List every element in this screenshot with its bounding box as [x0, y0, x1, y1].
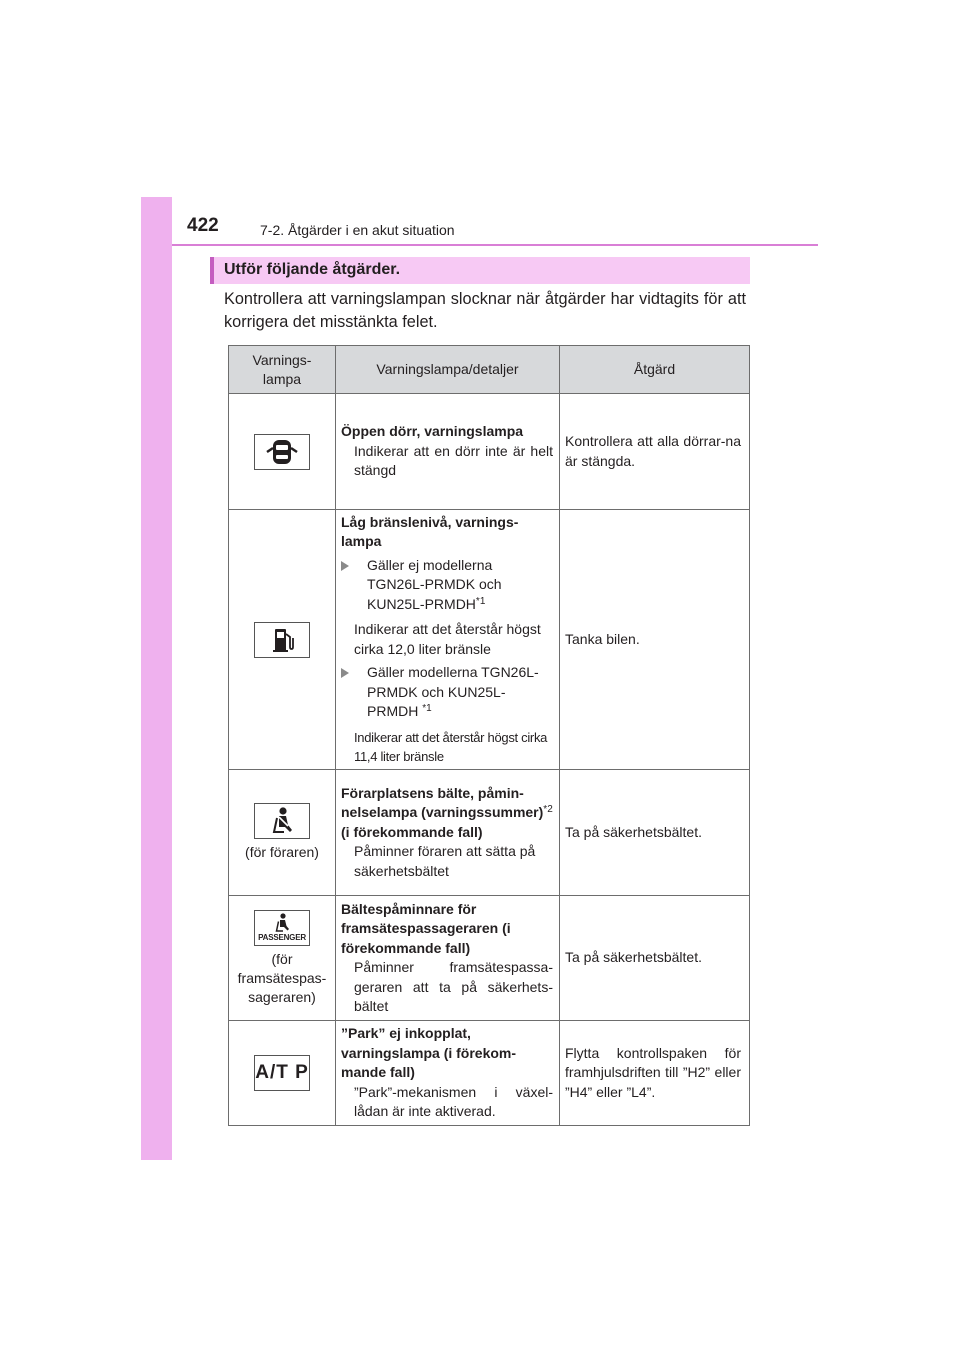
table-row	[229, 770, 750, 896]
row-detail: Indikerar att det återstår högst cirka 11,4 liter bränsle	[354, 729, 548, 764]
header-rule	[172, 244, 818, 246]
triangle-bullet-icon	[341, 561, 349, 571]
seatbelt-driver-icon	[254, 803, 310, 839]
fuel-pump-icon	[254, 622, 310, 658]
header-lamp	[229, 346, 336, 394]
row-detail: Indikerar att en dörr inte är helt stängd	[354, 442, 553, 479]
triangle-bullet-icon	[341, 668, 349, 678]
side-color-band	[141, 197, 172, 1160]
row-detail: Påminner framsätespassa-geraren att ta på säkerhets-bältet	[354, 959, 553, 1014]
row-action: Flytta kontrollspaken för framhjulsdriften till ”H2” eller ”H4” eller ”L4”.	[565, 1044, 741, 1100]
footnote-ref: *2	[543, 804, 553, 816]
condition-text: Gäller modellerna TGN26L-PRMDK och KUN25L-PRMDH	[367, 664, 539, 719]
table-row	[229, 394, 750, 510]
subheading-bar	[210, 257, 750, 284]
door-open-warning-icon	[254, 434, 310, 470]
row-title: Bältespåminnare för framsätespassageraren (i förekommande fall)	[341, 900, 511, 956]
at-park-icon: A/T P	[254, 1055, 310, 1091]
header-details: Varningslampa/detaljer	[336, 346, 560, 394]
row-action: Ta på säkerhetsbältet.	[565, 949, 702, 966]
table-header-row	[229, 346, 750, 394]
icon-label: (för föraren)	[245, 844, 319, 860]
header-lamp-text: Varnings- lampa	[252, 351, 312, 387]
header-action: Åtgärd	[560, 346, 750, 394]
table-row	[229, 1021, 750, 1126]
row-detail: Påminner föraren att sätta på säkerhetsbältet	[354, 843, 536, 879]
row-title: Låg bränslenivå, varnings-lampa	[341, 513, 519, 549]
row-action: Ta på säkerhetsbältet.	[565, 823, 702, 840]
footnote-ref: *1	[475, 595, 486, 607]
footnote-ref: *1	[422, 703, 432, 714]
condition-note	[341, 556, 553, 615]
row-title: ”Park” ej inkopplat, varningslampa (i förekom-mande fall)	[341, 1025, 517, 1081]
icon-label: (för framsätespas-sageraren)	[237, 950, 327, 1005]
page-number: 422	[187, 215, 219, 236]
table-row	[229, 510, 750, 770]
row-detail: ”Park”-mekanismen i växel-lådan är inte aktiverad.	[354, 1083, 553, 1120]
row-title-note: (i förekommande fall)	[341, 823, 483, 840]
row-title: Förarplatsens bälte, påmin-nelselampa (varningssummer)	[341, 784, 544, 821]
condition-note	[341, 663, 553, 722]
seatbelt-passenger-icon	[254, 910, 310, 946]
subheading-text: Utför följande åtgärder.	[224, 261, 401, 278]
warning-light-table	[228, 345, 750, 1126]
condition-text: Gäller ej modellerna TGN26L-PRMDK och KUN25L-PRMDH	[367, 556, 502, 612]
table-row	[229, 896, 750, 1021]
intro-paragraph: Kontrollera att varningslampan slocknar när åtgärder har vidtagits för att korrigera det misstänkta felet.	[224, 290, 746, 331]
row-detail: Indikerar att det återstår högst cirka 12,0 liter bränsle	[354, 621, 541, 657]
section-title: 7-2. Åtgärder i en akut situation	[260, 222, 455, 238]
passenger-icon-text: PASSENGER	[258, 932, 306, 942]
row-action: Kontrollera att alla dörrar-na är stängda.	[565, 433, 741, 469]
row-title: Öppen dörr, varningslampa	[341, 423, 524, 440]
row-action: Tanka bilen.	[565, 630, 640, 647]
